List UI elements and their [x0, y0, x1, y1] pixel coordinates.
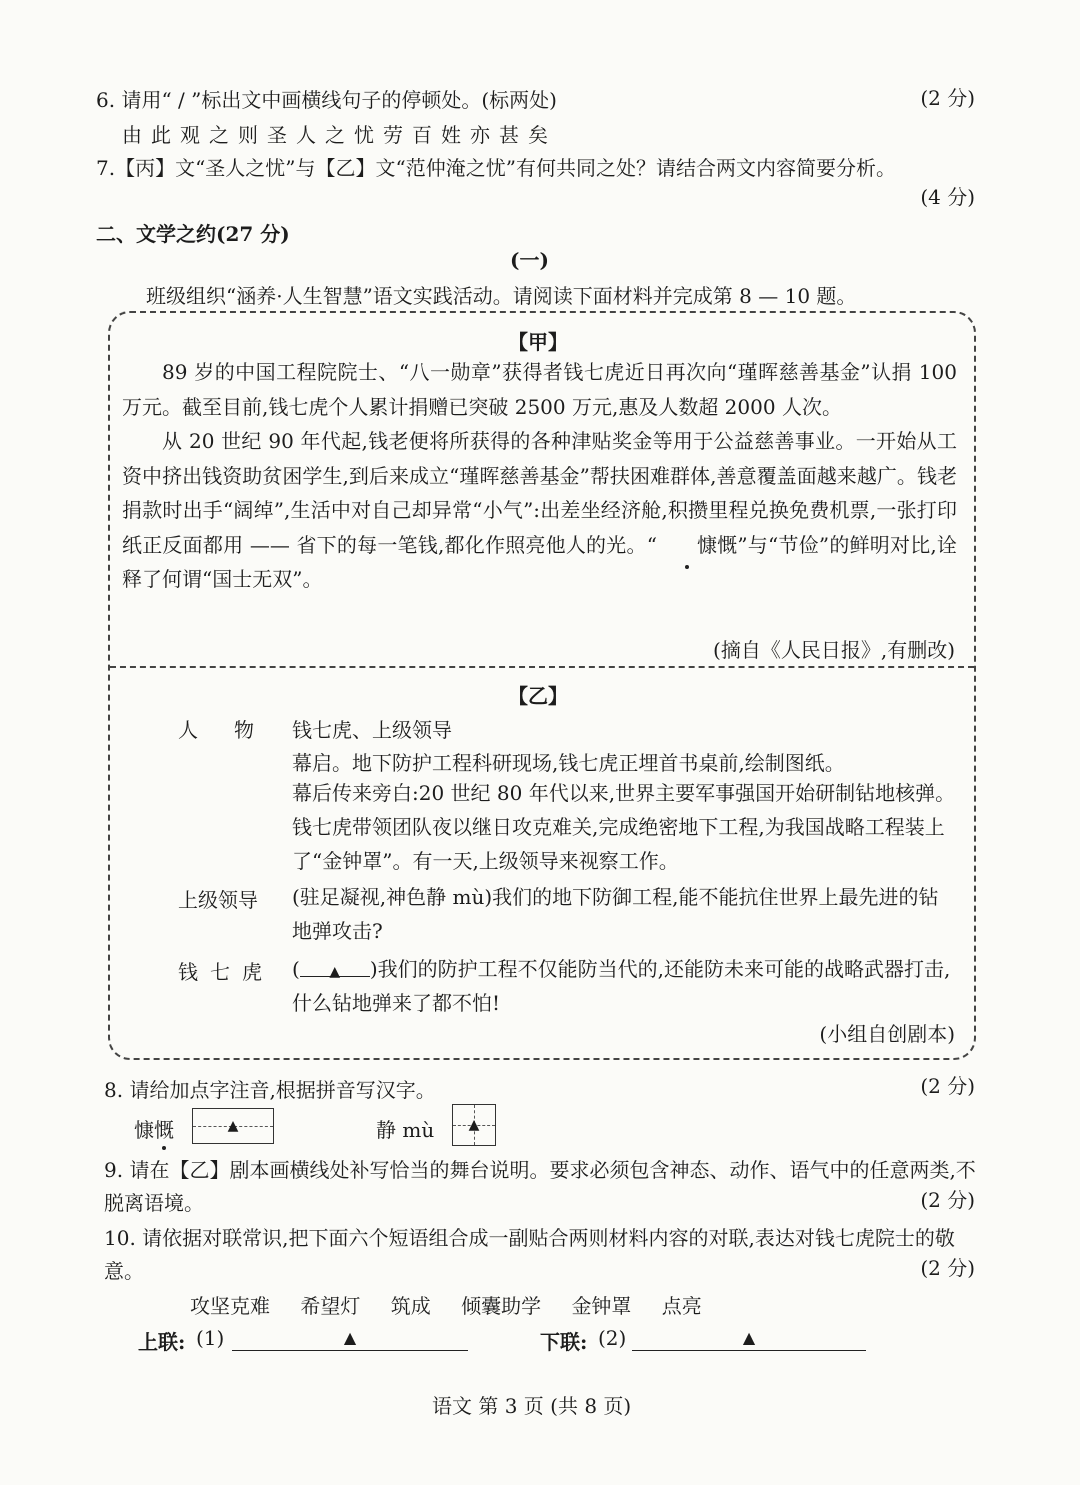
q7-text: 7.【丙】文“圣人之忧”与【乙】文“范仲淹之忧”有何共同之处？请结合两文内容简要分析。 — [96, 156, 896, 180]
jia-source: (摘自《人民日报》,有删改) — [713, 638, 955, 662]
q6-score: (2 分) — [920, 86, 975, 110]
q8-word2: 静 mù — [376, 1118, 435, 1142]
q8-text: 8. 请给加点字注音,根据拼音写汉字。 — [104, 1078, 436, 1102]
jia-label: 【甲】 — [508, 330, 568, 354]
triangle-icon: ▲ — [343, 1328, 357, 1347]
yi-source: (小组自创剧本) — [819, 1022, 955, 1046]
lower-label-text: 下联: — [540, 1330, 588, 1354]
q8-dotted-char: 慨 — [154, 1114, 174, 1143]
yi-cast-role: 人 物 — [178, 718, 262, 742]
page-footer: 语文 第 3 页 (共 8 页) — [432, 1394, 632, 1418]
stage-direction-blank[interactable] — [300, 952, 370, 980]
section-intro: 班级组织“涵养·人生智慧”语文实践活动。请阅读下面材料并完成第 8 — 10 题。 — [146, 284, 857, 308]
character-answer-box[interactable] — [452, 1104, 496, 1146]
yi-line-qian-text: )我们的防护工程不仅能防当代的,还能防未来可能的战略武器打击,什么钻地弹来了都不怕! — [292, 957, 951, 1015]
lower-couplet-line[interactable] — [632, 1324, 866, 1351]
triangle-icon: ▲ — [742, 1328, 756, 1347]
part-heading: (一) — [510, 248, 549, 272]
q9-text: 9. 请在【乙】剧本画横线处补写恰当的舞台说明。要求必须包含神态、动作、语气中的任意两类,不脱离语境。 — [104, 1158, 976, 1215]
material-divider — [110, 666, 974, 668]
pinyin-answer-box[interactable] — [192, 1108, 274, 1144]
phrase-item: 金钟罩 — [571, 1294, 632, 1318]
triangle-icon: ▲ — [468, 1117, 480, 1133]
section-heading: 二、文学之约(27 分) — [96, 222, 290, 246]
lower-couplet-num: (2) — [598, 1326, 627, 1350]
dotted-char: 慷 — [657, 528, 717, 563]
triangle-icon: ▲ — [329, 964, 341, 980]
q7-score: (4 分) — [920, 185, 975, 209]
yi-line-qian — [292, 952, 956, 1020]
yi-cast: 钱七虎、上级领导 — [292, 718, 452, 742]
q9-score: (2 分) — [920, 1188, 975, 1212]
jia-paragraph-2 — [122, 424, 957, 597]
phrase-item: 筑成 — [390, 1294, 431, 1318]
upper-label-text: 上联: — [138, 1330, 186, 1354]
yi-role-leader: 上级领导 — [178, 888, 258, 912]
yi-label: 【乙】 — [508, 684, 568, 708]
upper-couplet-label — [138, 1326, 185, 1355]
phrase-item: 点亮 — [661, 1294, 702, 1318]
phrase-item: 倾囊助学 — [461, 1294, 542, 1318]
jia-body — [122, 355, 957, 597]
yi-scene-2: 幕后传来旁白:20 世纪 80 年代以来,世界主要军事强国开始研制钻地核弹。钱七虎带领团队夜以继日攻克难关,完成绝密地下工程,为我国战略工程装上了“金钟罩”。有一天,上级领导来视察工作。 — [292, 781, 956, 873]
phrase-item: 希望灯 — [300, 1294, 361, 1318]
jia-paragraph-2b: 慨”与“节俭”的鲜明对比,诠释了何谓“国士无双”。 — [122, 532, 958, 591]
upper-couplet-num: (1) — [196, 1326, 225, 1350]
phrase-item: 攻坚克难 — [190, 1294, 270, 1318]
q8-score: (2 分) — [920, 1074, 975, 1098]
jia-paragraph-2a: 从 20 世纪 90 年代起,钱老便将所获得的各种津贴奖金等用于公益慈善事业。一开始从工资中挤出钱资助贫困学生,到后来成立“瑾晖慈善基金”帮扶困难群体,善意覆盖面越来越广。钱老捐款时出手“阔绰”,生活中对自己却异常“小气”:出差坐经济舱,积攒里程兑换免费机票,一张打印纸正反面都用 —— 省下的每一笔钱,都化作照亮他人的光。“ — [122, 429, 957, 557]
yi-line-open: ( — [292, 957, 300, 981]
jia-paragraph-1: 89 岁的中国工程院院士、“八一勋章”获得者钱七虎近日再次向“瑾晖慈善基金”认捐 100 万元。截至目前,钱七虎个人累计捐赠已突破 2500 万元,惠及人数超 2000 人次。 — [122, 360, 957, 419]
yi-line-leader: (驻足凝视,神色静 mù)我们的地下防御工程,能不能抗住世界上最先进的钻地弹攻击? — [292, 885, 939, 943]
yi-scene-1: 幕启。地下防护工程科研现场,钱七虎正埋首书桌前,绘制图纸。 — [292, 751, 845, 775]
triangle-icon: ▲ — [227, 1118, 239, 1134]
q10-text: 10. 请依据对联常识,把下面六个短语组合成一副贴合两则材料内容的对联,表达对钱七虎院士的敬意。 — [104, 1226, 955, 1283]
upper-couplet-line[interactable] — [232, 1324, 468, 1351]
q8-word1 — [134, 1114, 174, 1143]
q6-sentence: 由此观之则圣人之忧劳百姓亦甚矣 — [122, 123, 557, 147]
phrase-list — [190, 1290, 702, 1319]
q8-word1-char: 慷 — [134, 1118, 154, 1142]
q10-score: (2 分) — [920, 1256, 975, 1280]
q6-text: 6. 请用“ / ”标出文中画横线句子的停顿处。(标两处) — [96, 88, 557, 112]
yi-role-qian: 钱七虎 — [178, 960, 274, 984]
lower-couplet-label — [540, 1326, 587, 1355]
